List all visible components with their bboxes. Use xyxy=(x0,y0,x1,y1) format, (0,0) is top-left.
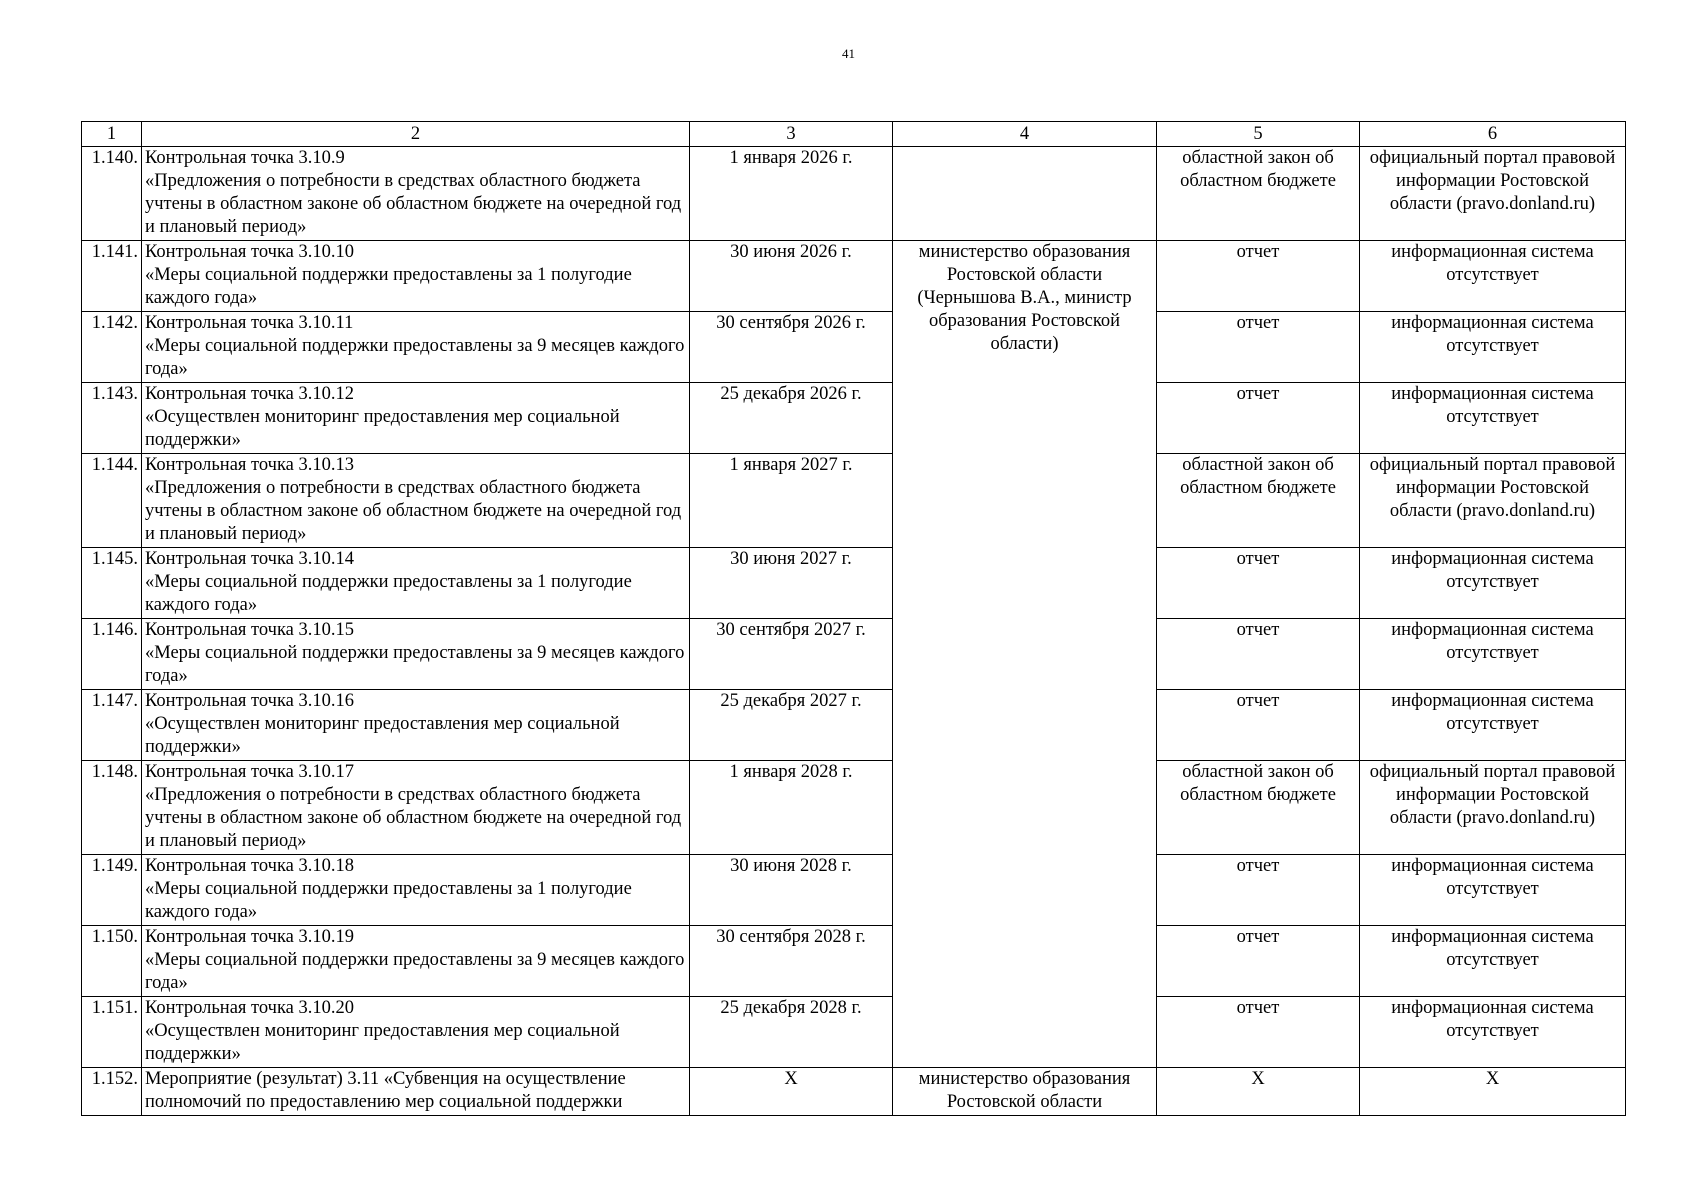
info-system-cell: информационная система отсутствует xyxy=(1360,926,1626,997)
control-point-title: Контрольная точка 3.10.19 xyxy=(145,927,355,947)
header-row xyxy=(82,122,1626,147)
deadline-cell: 30 сентября 2028 г. xyxy=(690,926,893,997)
control-point-cell xyxy=(142,548,690,619)
header-cell: 3 xyxy=(690,122,893,147)
control-point-title: Контрольная точка 3.10.11 xyxy=(145,313,354,333)
control-points-table xyxy=(81,121,1626,1116)
document-cell: областной закон об областном бюджете xyxy=(1157,454,1360,548)
info-system-cell: информационная система отсутствует xyxy=(1360,548,1626,619)
table-row xyxy=(82,761,1626,855)
info-system-cell: информационная система отсутствует xyxy=(1360,383,1626,454)
control-point-description: «Меры социальной поддержки предоставлены за 1 полугодие каждого года» xyxy=(145,572,632,615)
control-point-description: «Осуществлен мониторинг предоставления мер социальной поддержки» xyxy=(145,714,620,757)
deadline-cell: 30 июня 2027 г. xyxy=(690,548,893,619)
document-cell: отчет xyxy=(1157,855,1360,926)
row-number: 1.144. xyxy=(82,454,142,548)
header-cell: 1 xyxy=(82,122,142,147)
document-cell: областной закон об областном бюджете xyxy=(1157,147,1360,241)
table-row xyxy=(82,383,1626,454)
info-system-cell: информационная система отсутствует xyxy=(1360,241,1626,312)
deadline-cell: 30 сентября 2027 г. xyxy=(690,619,893,690)
document-cell: отчет xyxy=(1157,548,1360,619)
control-point-cell xyxy=(142,997,690,1068)
control-point-description: «Меры социальной поддержки предоставлены за 1 полугодие каждого года» xyxy=(145,265,632,308)
document-cell: отчет xyxy=(1157,383,1360,454)
info-system-cell: информационная система отсутствует xyxy=(1360,690,1626,761)
control-point-cell xyxy=(142,147,690,241)
deadline-cell: 25 декабря 2026 г. xyxy=(690,383,893,454)
row-number: 1.148. xyxy=(82,761,142,855)
control-point-description: «Осуществлен мониторинг предоставления мер социальной поддержки» xyxy=(145,1021,620,1064)
row-number: 1.152. xyxy=(82,1068,142,1116)
table-row xyxy=(82,147,1626,241)
control-point-cell xyxy=(142,383,690,454)
table-row xyxy=(82,619,1626,690)
row-number: 1.147. xyxy=(82,690,142,761)
deadline-cell: 30 сентября 2026 г. xyxy=(690,312,893,383)
document-cell: отчет xyxy=(1157,241,1360,312)
row-number: 1.141. xyxy=(82,241,142,312)
table-row xyxy=(82,926,1626,997)
control-point-title: Контрольная точка 3.10.13 xyxy=(145,455,355,475)
info-system-cell: информационная система отсутствует xyxy=(1360,997,1626,1068)
document-cell: отчет xyxy=(1157,619,1360,690)
row-number: 1.140. xyxy=(82,147,142,241)
control-point-cell xyxy=(142,619,690,690)
document-cell: отчет xyxy=(1157,926,1360,997)
header-cell: 5 xyxy=(1157,122,1360,147)
control-point-title: Контрольная точка 3.10.18 xyxy=(145,856,355,876)
control-point-cell xyxy=(142,690,690,761)
info-system-cell: официальный портал правовой информации Ростовской области (pravo.donland.ru) xyxy=(1360,147,1626,241)
table-row xyxy=(82,312,1626,383)
control-point-title: Контрольная точка 3.10.9 xyxy=(145,148,345,168)
info-system-cell: официальный портал правовой информации Ростовской области (pravo.donland.ru) xyxy=(1360,454,1626,548)
deadline-cell: 1 января 2027 г. xyxy=(690,454,893,548)
info-system-cell: информационная система отсутствует xyxy=(1360,312,1626,383)
header-cell: 4 xyxy=(893,122,1157,147)
table-row xyxy=(82,1068,1626,1116)
table-row xyxy=(82,690,1626,761)
control-point-description: «Предложения о потребности в средствах областного бюджета учтены в областном законе об областном бюджете на очередной год и плановый период» xyxy=(145,478,682,544)
control-point-description: «Меры социальной поддержки предоставлены за 9 месяцев каждого года» xyxy=(145,643,685,686)
control-point-cell xyxy=(142,241,690,312)
control-point-cell xyxy=(142,926,690,997)
document-cell: отчет xyxy=(1157,312,1360,383)
row-number: 1.142. xyxy=(82,312,142,383)
page-number: 41 xyxy=(842,46,855,61)
table-row xyxy=(82,241,1626,312)
control-point-title: Контрольная точка 3.10.20 xyxy=(145,998,355,1018)
responsible-cell: министерство образования Ростовской области xyxy=(893,1068,1157,1116)
control-point-title: Контрольная точка 3.10.17 xyxy=(145,762,355,782)
control-point-description: «Меры социальной поддержки предоставлены за 9 месяцев каждого года» xyxy=(145,950,685,993)
control-point-description: «Меры социальной поддержки предоставлены за 1 полугодие каждого года» xyxy=(145,879,632,922)
deadline-cell: 1 января 2026 г. xyxy=(690,147,893,241)
row-number: 1.150. xyxy=(82,926,142,997)
control-point-description: «Меры социальной поддержки предоставлены за 9 месяцев каждого года» xyxy=(145,336,685,379)
control-point-cell xyxy=(142,454,690,548)
info-system-cell: информационная система отсутствует xyxy=(1360,855,1626,926)
control-point-title: Контрольная точка 3.10.14 xyxy=(145,549,355,569)
deadline-cell: 30 июня 2028 г. xyxy=(690,855,893,926)
control-point-description: «Предложения о потребности в средствах областного бюджета учтены в областном законе об областном бюджете на очередной год и плановый период» xyxy=(145,785,682,851)
measure-name-cell: Мероприятие (результат) 3.11 «Субвенция на осуществление полномочий по предоставлению мер социальной поддержки xyxy=(142,1068,690,1116)
table-row xyxy=(82,454,1626,548)
row-number: 1.151. xyxy=(82,997,142,1068)
table-row xyxy=(82,997,1626,1068)
document-cell: отчет xyxy=(1157,997,1360,1068)
row-number: 1.146. xyxy=(82,619,142,690)
control-point-title: Контрольная точка 3.10.15 xyxy=(145,620,355,640)
deadline-cell: 25 декабря 2027 г. xyxy=(690,690,893,761)
deadline-cell: 1 января 2028 г. xyxy=(690,761,893,855)
info-system-cell: информационная система отсутствует xyxy=(1360,619,1626,690)
control-point-cell xyxy=(142,312,690,383)
info-system-cell: X xyxy=(1360,1068,1626,1116)
control-point-title: Контрольная точка 3.10.16 xyxy=(145,691,355,711)
control-point-title: Контрольная точка 3.10.10 xyxy=(145,242,355,262)
table-row xyxy=(82,855,1626,926)
deadline-cell: X xyxy=(690,1068,893,1116)
row-number: 1.143. xyxy=(82,383,142,454)
table-row xyxy=(82,548,1626,619)
info-system-cell: официальный портал правовой информации Ростовской области (pravo.donland.ru) xyxy=(1360,761,1626,855)
deadline-cell: 25 декабря 2028 г. xyxy=(690,997,893,1068)
control-point-description: «Осуществлен мониторинг предоставления мер социальной поддержки» xyxy=(145,407,620,450)
document-cell: отчет xyxy=(1157,690,1360,761)
responsible-cell: министерство образования Ростовской области (Чернышова В.А., министр образования Ростовской области) xyxy=(893,241,1157,1068)
deadline-cell: 30 июня 2026 г. xyxy=(690,241,893,312)
control-point-cell xyxy=(142,761,690,855)
header-cell: 6 xyxy=(1360,122,1626,147)
control-point-description: «Предложения о потребности в средствах областного бюджета учтены в областном законе об областном бюджете на очередной год и плановый период» xyxy=(145,171,682,237)
row-number: 1.149. xyxy=(82,855,142,926)
document-cell: областной закон об областном бюджете xyxy=(1157,761,1360,855)
header-cell: 2 xyxy=(142,122,690,147)
row-number: 1.145. xyxy=(82,548,142,619)
document-cell: X xyxy=(1157,1068,1360,1116)
responsible-cell-empty xyxy=(893,147,1157,241)
control-point-cell xyxy=(142,855,690,926)
control-point-title: Контрольная точка 3.10.12 xyxy=(145,384,355,404)
